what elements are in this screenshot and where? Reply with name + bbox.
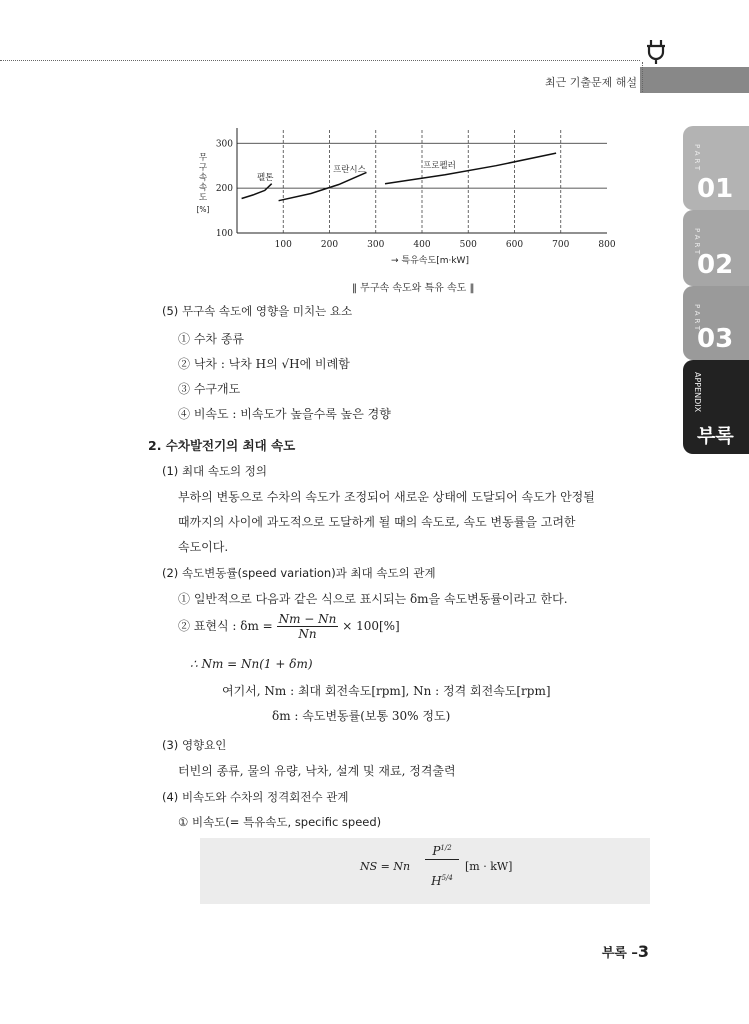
x-axis-label: → 특유속도[m·kW] — [391, 256, 469, 266]
subsection-1-title: (1) 최대 속도의 정의 — [162, 464, 268, 478]
formula-label: ② 표현식 : δm = — [178, 619, 273, 633]
formula-where-1: 여기서, Nm : 최대 회전속도[rpm], Nn : 정격 회전속도[rpm] — [222, 684, 551, 698]
page-value: 3 — [637, 942, 649, 961]
x-tick-label: 500 — [459, 240, 477, 250]
formula-lhs: NS = Nn — [360, 860, 411, 873]
tab-label: PART — [693, 228, 701, 258]
list-item: ① 수차 종류 — [178, 332, 244, 346]
section-title: 최근 기출문제 해설 — [544, 76, 637, 89]
series-line-3 — [385, 153, 556, 184]
list-item: ② 낙차 : 낙차 H의 √H에 비례함 — [178, 357, 350, 371]
formula-numerator — [425, 844, 459, 860]
tab-number: 03 — [697, 324, 734, 354]
y-tick-label: 200 — [215, 184, 233, 195]
series-line-2 — [279, 172, 367, 200]
section-2-title: 2. 수차발전기의 최대 속도 — [148, 438, 296, 453]
paragraph-line: 때까지의 사이에 과도적으로 도달하게 될 때의 속도로, 속도 변동률을 고려한 — [178, 515, 576, 529]
section-5-title: (5) 무구속 속도에 영향을 미치는 요소 — [162, 304, 353, 318]
tab-part-01[interactable] — [683, 126, 749, 210]
speed-chart — [195, 128, 625, 273]
specific-speed-formula-box — [200, 838, 650, 904]
formula-den-base: H — [431, 874, 442, 888]
tab-number: 02 — [697, 250, 734, 280]
chart-caption: ‖ 무구속 속도와 특유 속도 ‖ — [352, 283, 475, 294]
paragraph-line: 터빈의 종류, 물의 유량, 낙차, 설계 및 재료, 정격출력 — [178, 764, 456, 778]
formula-denominator — [425, 874, 459, 888]
series-line-1 — [242, 184, 272, 199]
tab-label: PART — [693, 144, 701, 174]
x-tick-label: 100 — [274, 240, 292, 250]
y-tick-label: 300 — [215, 139, 233, 150]
formula-num-exp: 1/2 — [440, 844, 452, 852]
list-item: ④ 비속도 : 비속도가 높을수록 높은 경향 — [178, 407, 391, 421]
x-tick-label: 400 — [413, 240, 431, 250]
paragraph-line: 부하의 변동으로 수차의 속도가 조정되어 새로운 상태에 도달되어 속도가 안정될 — [178, 490, 595, 504]
list-item: ① 일반적으로 다음과 같은 식으로 표시되는 δm을 속도변동률이라고 한다. — [178, 592, 568, 606]
formula-num-base: P — [432, 844, 441, 858]
x-tick-label: 700 — [552, 240, 570, 250]
tab-part-03[interactable] — [683, 286, 749, 360]
page-number — [602, 942, 649, 961]
series-label: 펠톤 — [257, 173, 274, 183]
y-axis-label-char: 구 — [198, 163, 208, 173]
header-dotted-rule — [0, 60, 640, 61]
y-axis-label-char: 도 — [198, 193, 208, 203]
formula-den-exp: 5/4 — [441, 874, 453, 882]
subsection-4-title: (4) 비속도와 수차의 정격회전수 관계 — [162, 790, 349, 804]
plug-icon — [644, 38, 668, 64]
formula-unit: [m · kW] — [465, 860, 513, 873]
page-label: 부록 – — [601, 946, 638, 961]
header-band — [640, 67, 749, 93]
x-tick-label: 600 — [505, 240, 524, 250]
x-tick-label: 800 — [598, 240, 616, 250]
formula-speed-variation — [178, 612, 400, 641]
list-item: ① 비속도(= 특유속도, specific speed) — [178, 815, 382, 829]
y-tick-label: 100 — [215, 229, 233, 239]
formula-therefore: ∴ Nm = Nn(1 + δm) — [190, 657, 313, 671]
y-axis-label-char: 속 — [198, 173, 208, 183]
tab-appendix[interactable] — [683, 360, 749, 454]
tab-part-02[interactable] — [683, 210, 749, 286]
y-axis-label-char: 속 — [198, 183, 208, 193]
fraction-numerator: Nm − Nn — [278, 612, 337, 626]
tab-number: 부록 — [697, 425, 734, 447]
subsection-3-title: (3) 영향요인 — [162, 738, 227, 752]
tab-label: PART — [693, 304, 701, 334]
tab-label: APPENDIX — [693, 372, 702, 413]
formula-tail: × 100[%] — [342, 619, 400, 633]
subsection-2-title: (2) 속도변동률(speed variation)과 최대 속도의 관계 — [162, 566, 436, 580]
y-axis-label-char: 무 — [198, 153, 208, 163]
formula-where-2: δm : 속도변동률(보통 30% 정도) — [272, 709, 451, 723]
fraction-denominator: Nn — [298, 627, 317, 641]
series-label: 프란시스 — [333, 165, 366, 175]
paragraph-line: 속도이다. — [178, 540, 229, 554]
x-tick-label: 200 — [320, 240, 339, 250]
list-item: ③ 수구개도 — [178, 382, 241, 396]
x-tick-label: 300 — [367, 240, 385, 250]
header-divider — [642, 62, 643, 92]
tab-number: 01 — [697, 174, 734, 204]
series-label: 프로펠러 — [423, 161, 456, 171]
y-axis-label-unit: [%] — [196, 205, 210, 214]
fraction — [277, 612, 339, 641]
